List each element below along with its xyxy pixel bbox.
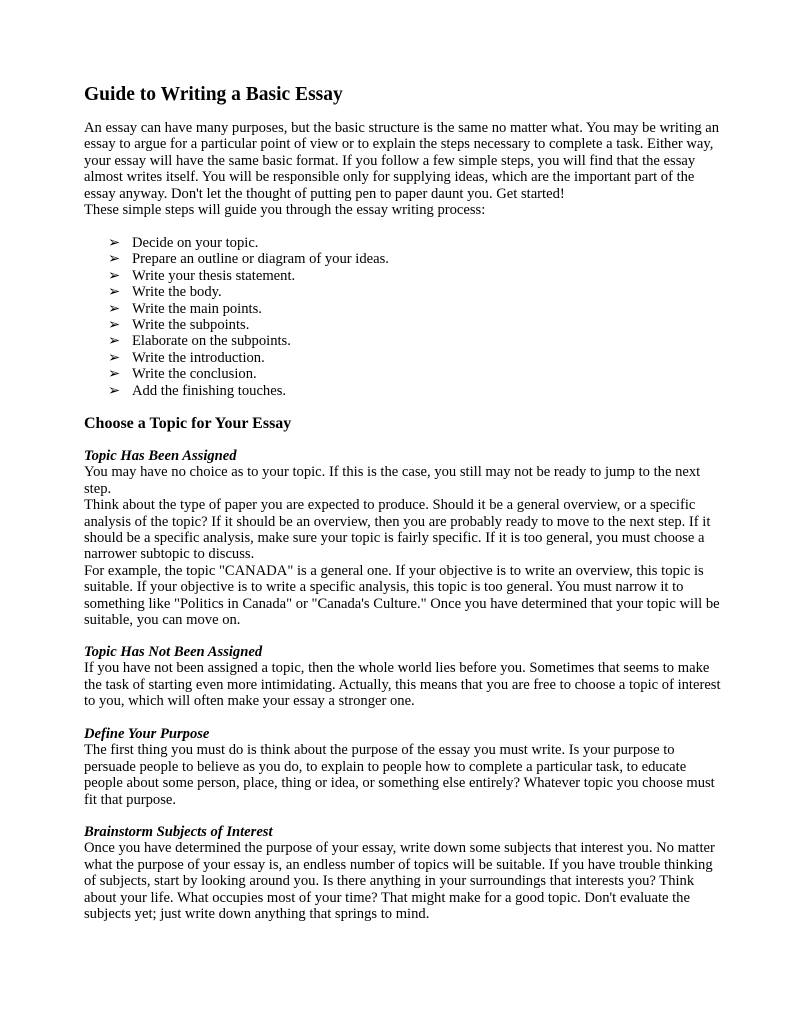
text-line: You may have no choice as to your topic. If this is the case, you still may not be ready to jump to the next bbox=[84, 464, 701, 481]
list-item-text: Decide on your topic. bbox=[132, 235, 259, 251]
text-line: the task of starting even more intimidating. Actually, this means that you are free to choose a topic of interest bbox=[84, 676, 721, 693]
intro-paragraph bbox=[84, 120, 724, 218]
text-line: people about some person, place, thing or idea, or something else entirely? Whatever topic you choose must bbox=[84, 775, 715, 792]
text-line: Think about the type of paper you are expected to produce. Should it be a general overview, or a specific bbox=[84, 497, 696, 514]
text-line: For example, the topic "CANADA" is a general one. If your objective is to write an overview, this topic is bbox=[84, 562, 704, 579]
section-heading: Choose a Topic for Your Essay bbox=[84, 415, 292, 432]
text-line: subjects yet; just write down anything that springs to mind. bbox=[84, 906, 430, 923]
list-item bbox=[84, 251, 724, 267]
arrow-bullet-icon: ➢ bbox=[108, 317, 121, 334]
subsection-heading: Topic Has Not Been Assigned bbox=[84, 644, 263, 660]
text-line: to you, which will often make your essay a stronger one. bbox=[84, 693, 415, 710]
text-line: step. bbox=[84, 480, 112, 497]
subsection-heading: Brainstorm Subjects of Interest bbox=[84, 824, 273, 840]
text-line: If you have not been assigned a topic, then the whole world lies before you. Sometimes that seems to make bbox=[84, 660, 710, 677]
arrow-bullet-icon: ➢ bbox=[108, 382, 121, 399]
text-line: something like "Politics in Canada" or "Canada's Culture." Once you have determined that your topic will be bbox=[84, 595, 720, 612]
subsection-assigned bbox=[84, 448, 724, 628]
text-line: essay to argue for a particular point of view or to explain the steps necessary to complete a task. Either way, bbox=[84, 136, 714, 153]
arrow-bullet-icon: ➢ bbox=[108, 300, 121, 317]
steps-list bbox=[84, 235, 724, 399]
subsection-heading: Topic Has Been Assigned bbox=[84, 448, 237, 464]
text-line: Once you have determined the purpose of your essay, write down some subjects that interest you. No matter bbox=[84, 840, 715, 857]
text-line: persuade people to believe as you do, to explain to people how to complete a particular task, to educate bbox=[84, 758, 687, 775]
arrow-bullet-icon: ➢ bbox=[108, 349, 121, 366]
arrow-bullet-icon: ➢ bbox=[108, 251, 121, 268]
text-line: The first thing you must do is think about the purpose of the essay you must write. Is your purpose to bbox=[84, 742, 675, 759]
text-line: These simple steps will guide you through the essay writing process: bbox=[84, 202, 486, 219]
arrow-bullet-icon: ➢ bbox=[108, 235, 121, 251]
list-item bbox=[84, 268, 724, 284]
text-line: fit that purpose. bbox=[84, 791, 177, 808]
list-item bbox=[84, 350, 724, 366]
subsection-not-assigned bbox=[84, 644, 724, 710]
arrow-bullet-icon: ➢ bbox=[108, 366, 121, 383]
list-item bbox=[84, 284, 724, 300]
subsection-define-purpose bbox=[84, 726, 724, 808]
arrow-bullet-icon: ➢ bbox=[108, 267, 121, 284]
text-line: your essay will have the same basic format. If you follow a few simple steps, you will find that the essay bbox=[84, 152, 696, 169]
list-item-text: Write the main points. bbox=[132, 300, 262, 317]
subsection-brainstorm bbox=[84, 824, 724, 922]
list-item bbox=[84, 333, 724, 349]
subsection-heading: Define Your Purpose bbox=[84, 726, 210, 742]
arrow-bullet-icon: ➢ bbox=[108, 333, 121, 350]
text-line: analysis of the topic? If it should be an overview, then you are probably ready to move to the next step. If it bbox=[84, 513, 711, 530]
list-item-text: Write your thesis statement. bbox=[132, 267, 296, 284]
list-item-text: Write the subpoints. bbox=[132, 317, 250, 334]
arrow-bullet-icon: ➢ bbox=[108, 284, 121, 301]
text-line: essay anyway. Don't let the thought of putting pen to paper daunt you. Get started! bbox=[84, 185, 565, 202]
list-item-text: Elaborate on the subpoints. bbox=[132, 333, 291, 350]
text-line: suitable, you can move on. bbox=[84, 612, 241, 629]
list-item bbox=[84, 301, 724, 317]
list-item-text: Write the introduction. bbox=[132, 349, 265, 366]
list-item-text: Add the finishing touches. bbox=[132, 382, 287, 399]
text-line: suitable. If your objective is to write a specific analysis, this topic is too general. You must narrow it to bbox=[84, 579, 684, 596]
text-line: should be a specific analysis, make sure your topic is fairly specific. If it is too general, you must choose a bbox=[84, 530, 705, 547]
text-line: almost writes itself. You will be responsible only for supplying ideas, which are the important part of the bbox=[84, 169, 695, 186]
list-item bbox=[84, 235, 724, 251]
text-line: what the purpose of your essay is, an endless number of topics will be suitable. If you have trouble thinking bbox=[84, 856, 713, 873]
text-line: narrower subtopic to discuss. bbox=[84, 546, 255, 563]
document-title: Guide to Writing a Basic Essay bbox=[84, 84, 343, 105]
list-item bbox=[84, 383, 724, 399]
list-item-text: Write the conclusion. bbox=[132, 366, 257, 383]
text-line: An essay can have many purposes, but the basic structure is the same no matter what. You may be writing an bbox=[84, 120, 720, 136]
list-item-text: Prepare an outline or diagram of your ideas. bbox=[132, 251, 389, 268]
text-line: about your life. What occupies most of your time? That might make for a good topic. Don't evaluate the bbox=[84, 889, 690, 906]
list-item bbox=[84, 366, 724, 382]
list-item-text: Write the body. bbox=[132, 284, 222, 301]
list-item bbox=[84, 317, 724, 333]
text-line: of subjects, start by looking around you. Is there anything in your surroundings that interests you? Think bbox=[84, 873, 695, 890]
